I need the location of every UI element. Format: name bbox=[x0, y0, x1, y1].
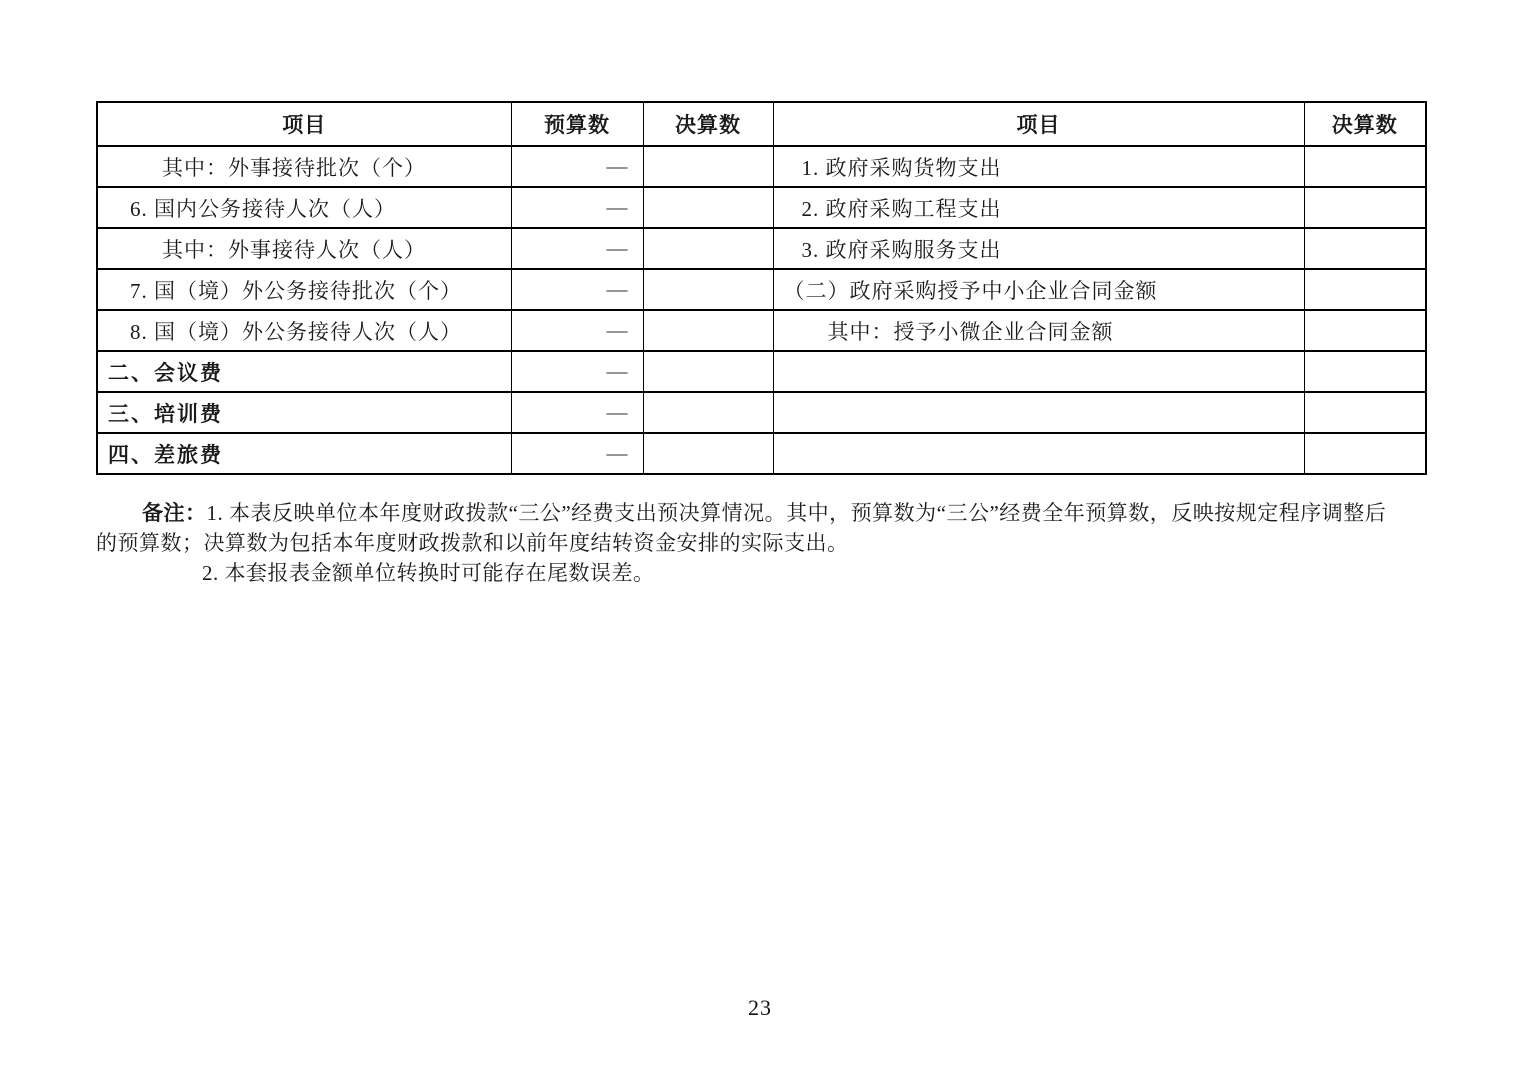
table-row bbox=[97, 392, 1426, 433]
header-item-left: 项目 bbox=[97, 102, 511, 146]
budget-cell: — bbox=[511, 228, 643, 269]
item-right-cell bbox=[773, 433, 1304, 474]
item-right-cell: （二）政府采购授予中小企业合同金额 bbox=[773, 269, 1304, 310]
table-row bbox=[97, 351, 1426, 392]
budget-cell: — bbox=[511, 392, 643, 433]
final-right-cell bbox=[1304, 228, 1426, 269]
budget-cell: — bbox=[511, 187, 643, 228]
table-header-row bbox=[97, 102, 1426, 146]
final-right-cell bbox=[1304, 433, 1426, 474]
three-public-expense-table bbox=[96, 101, 1427, 475]
budget-cell: — bbox=[511, 146, 643, 187]
remark-line-2: 的预算数；决算数为包括本年度财政拨款和以前年度结转资金安排的实际支出。 bbox=[96, 531, 849, 555]
final-right-cell bbox=[1304, 146, 1426, 187]
final-left-cell bbox=[643, 228, 773, 269]
final-right-cell bbox=[1304, 310, 1426, 351]
final-left-cell bbox=[643, 269, 773, 310]
final-right-cell bbox=[1304, 187, 1426, 228]
item-right-cell: 其中：授予小微企业合同金额 bbox=[773, 310, 1304, 351]
header-item-right: 项目 bbox=[773, 102, 1304, 146]
final-left-cell bbox=[643, 146, 773, 187]
final-left-cell bbox=[643, 187, 773, 228]
remark-line-1-text: 1. 本表反映单位本年度财政拨款“三公”经费支出预决算情况。其中，预算数为“三公”经费全年预算数，反映按规定程序调整后 bbox=[206, 501, 1387, 525]
item-right-cell bbox=[773, 351, 1304, 392]
final-right-cell bbox=[1304, 392, 1426, 433]
item-right-cell: 3. 政府采购服务支出 bbox=[773, 228, 1304, 269]
budget-cell: — bbox=[511, 433, 643, 474]
item-left-cell: 二、会议费 bbox=[97, 351, 511, 392]
budget-cell: — bbox=[511, 269, 643, 310]
item-left-cell: 其中：外事接待批次（个） bbox=[97, 146, 511, 187]
remark-line-1 bbox=[96, 498, 1430, 528]
item-right-cell: 1. 政府采购货物支出 bbox=[773, 146, 1304, 187]
item-left-cell: 三、培训费 bbox=[97, 392, 511, 433]
header-final-left: 决算数 bbox=[643, 102, 773, 146]
remark-line-3: 2. 本套报表金额单位转换时可能存在尾数误差。 bbox=[202, 561, 655, 585]
item-right-cell bbox=[773, 392, 1304, 433]
item-left-cell: 7. 国（境）外公务接待批次（个） bbox=[97, 269, 511, 310]
final-left-cell bbox=[643, 310, 773, 351]
final-right-cell bbox=[1304, 351, 1426, 392]
table-row bbox=[97, 269, 1426, 310]
final-left-cell bbox=[643, 392, 773, 433]
table-row bbox=[97, 433, 1426, 474]
item-left-cell: 8. 国（境）外公务接待人次（人） bbox=[97, 310, 511, 351]
table-row bbox=[97, 310, 1426, 351]
item-right-cell: 2. 政府采购工程支出 bbox=[773, 187, 1304, 228]
table-row bbox=[97, 228, 1426, 269]
item-left-cell: 四、差旅费 bbox=[97, 433, 511, 474]
final-right-cell bbox=[1304, 269, 1426, 310]
remark-label: 备注： bbox=[142, 501, 207, 525]
item-left-cell: 其中：外事接待人次（人） bbox=[97, 228, 511, 269]
budget-cell: — bbox=[511, 310, 643, 351]
table-row bbox=[97, 146, 1426, 187]
remarks-block bbox=[96, 498, 1430, 588]
header-final-right: 决算数 bbox=[1304, 102, 1426, 146]
final-left-cell bbox=[643, 351, 773, 392]
final-left-cell bbox=[643, 433, 773, 474]
header-budget: 预算数 bbox=[511, 102, 643, 146]
table-row bbox=[97, 187, 1426, 228]
item-left-cell: 6. 国内公务接待人次（人） bbox=[97, 187, 511, 228]
budget-cell: — bbox=[511, 351, 643, 392]
page-number: 23 bbox=[748, 995, 772, 1020]
